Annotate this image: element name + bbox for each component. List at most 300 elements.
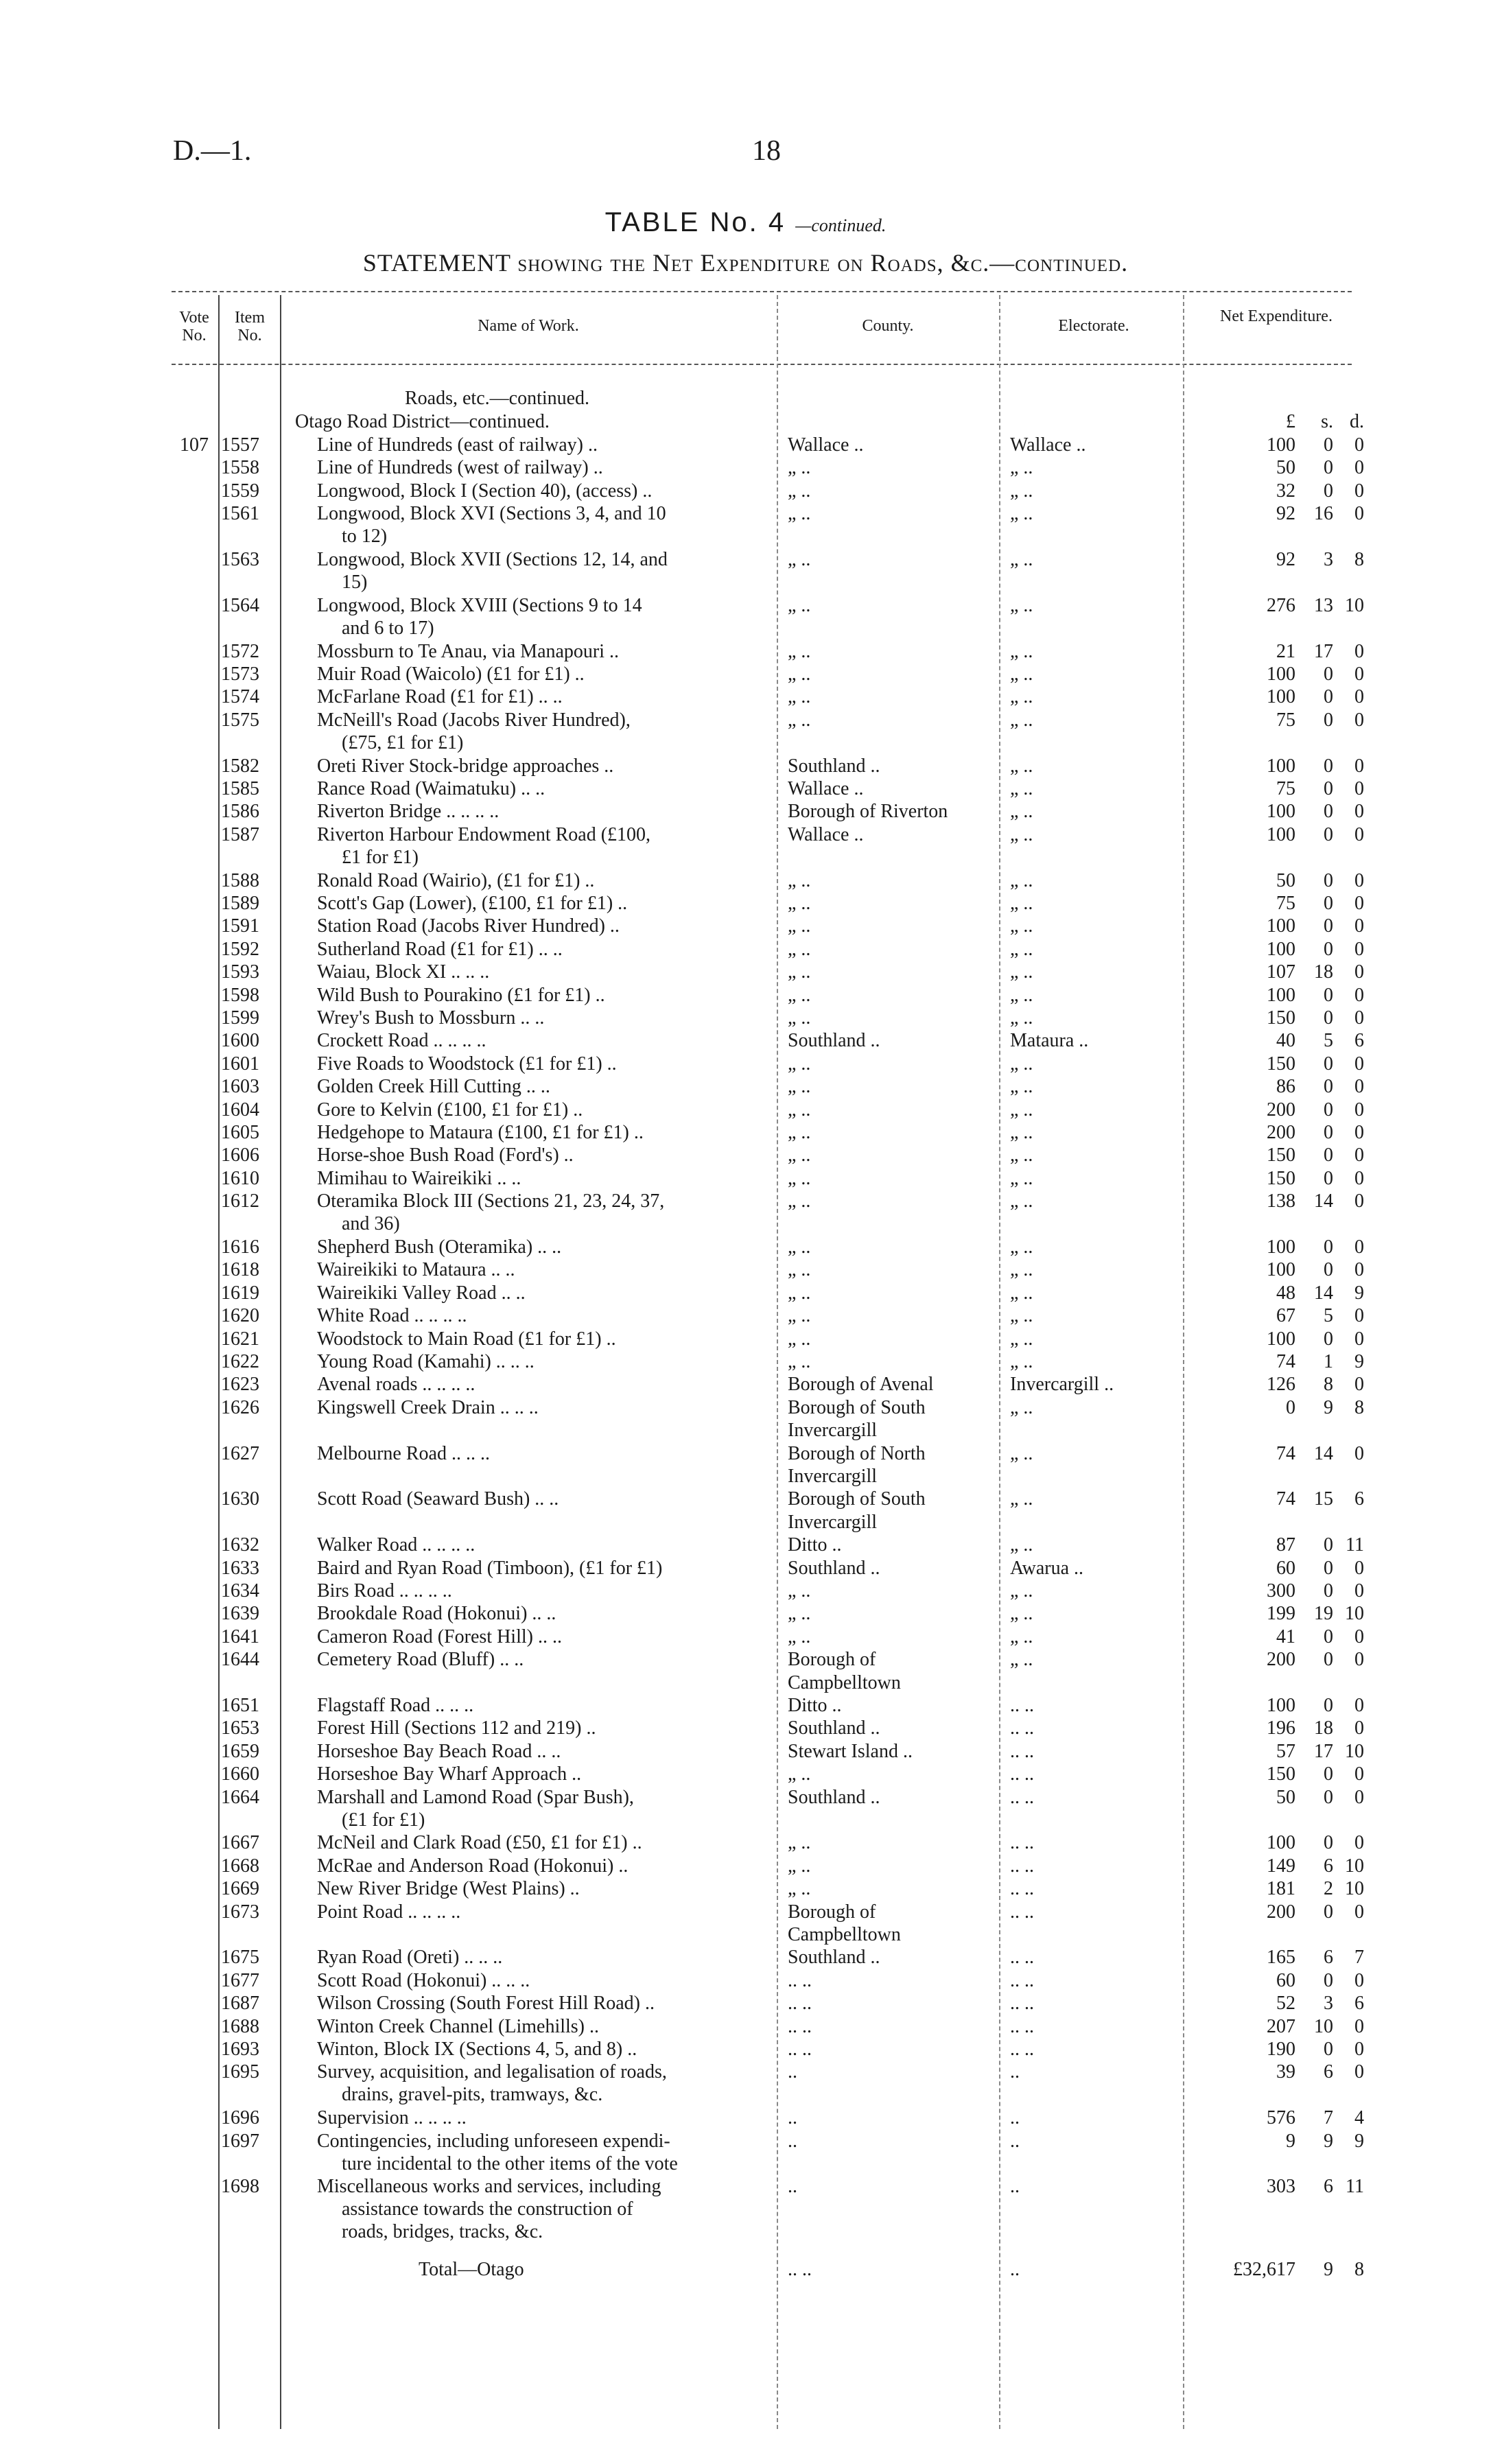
electorate-value: .. (1010, 2061, 1020, 2083)
work-name (317, 1901, 756, 1923)
electorate-value: „ .. (1010, 801, 1033, 823)
electorate-value: „ .. (1010, 457, 1033, 479)
electorate-value: „ .. (1010, 1099, 1033, 1120)
net-shillings: 0 (1324, 823, 1333, 845)
county-value: .. .. (788, 2039, 812, 2060)
net-pounds: 50 (1276, 1786, 1295, 1808)
item-number: 1601 (221, 1053, 259, 1075)
net-pounds: 150 (1267, 1763, 1295, 1785)
work-name-line: Horse-shoe Bush Road (Ford's) .. (317, 1145, 574, 1166)
county-value: „ .. (788, 1053, 811, 1075)
net-pounds: 74 (1276, 1351, 1295, 1372)
net-pounds: 75 (1276, 778, 1295, 799)
item-number: 1586 (221, 801, 259, 823)
net-pounds: 92 (1276, 549, 1295, 570)
work-name-line: to 12) (342, 526, 388, 548)
work-name (317, 915, 756, 937)
page-number: 18 (752, 135, 781, 167)
work-name-line: Rance Road (Waimatuku) .. .. (317, 778, 545, 799)
work-name-line: Survey, acquisition, and legalisation of roads, (317, 2061, 667, 2083)
electorate-value: „ .. (1010, 503, 1033, 525)
item-number: 1610 (221, 1167, 259, 1189)
electorate-value: .. (1010, 2176, 1020, 2198)
work-name (317, 685, 756, 708)
county-value: „ .. (788, 1351, 811, 1372)
county-value: „ .. (788, 709, 811, 731)
work-name-line: Ryan Road (Oreti) .. .. .. (317, 1947, 503, 1969)
item-number: 1593 (221, 961, 259, 983)
item-number: 1561 (221, 503, 259, 525)
work-name-line: Winton Creek Channel (Limehills) .. (317, 2015, 600, 2037)
electorate-value: „ .. (1010, 686, 1033, 708)
table-title (0, 207, 1491, 238)
net-shillings: 14 (1314, 1442, 1333, 1464)
electorate-value: „ .. (1010, 869, 1033, 891)
electorate-value: „ .. (1010, 1488, 1033, 1510)
net-pence: 0 (1354, 1626, 1364, 1647)
net-shillings: 0 (1324, 1649, 1333, 1671)
work-name-line: Supervision .. .. .. .. (317, 2107, 467, 2129)
work-name (317, 480, 756, 502)
work-name-line: 15) (342, 572, 368, 593)
electorate-value: .. .. (1010, 1695, 1034, 1716)
net-shillings: 0 (1324, 938, 1333, 960)
work-name-line: Golden Creek Hill Cutting .. .. (317, 1076, 550, 1098)
county-value: „ .. (788, 1855, 811, 1877)
work-name (317, 984, 756, 1007)
county-value: .. (788, 2176, 797, 2198)
net-pence: 0 (1354, 1649, 1364, 1671)
work-name (317, 1144, 756, 1166)
work-name-line: White Road .. .. .. .. (317, 1305, 467, 1327)
work-name (317, 1190, 756, 1235)
work-name (317, 2107, 756, 2129)
net-pence: 0 (1354, 915, 1364, 937)
work-name-line: Avenal roads .. .. .. .. (317, 1374, 476, 1396)
net-shillings: 0 (1324, 1626, 1333, 1647)
work-name-line: Line of Hundreds (east of railway) .. (317, 434, 598, 456)
net-shillings: 0 (1324, 686, 1333, 708)
work-name-line: Wild Bush to Pourakino (£1 for £1) .. (317, 984, 605, 1006)
electorate-value: „ .. (1010, 1167, 1033, 1189)
item-number: 1587 (221, 823, 259, 845)
net-pence: 11 (1346, 2176, 1364, 2198)
net-pence: 0 (1354, 1717, 1364, 1739)
county-value: „ .. (788, 1580, 811, 1601)
county-value: „ .. (788, 915, 811, 937)
electorate-value: „ .. (1010, 961, 1033, 983)
work-name-line: Longwood, Block I (Section 40), (access) .. (317, 480, 653, 502)
column-divider-name (777, 295, 778, 2429)
county-value: „ .. (788, 1122, 811, 1143)
net-pounds: 165 (1267, 1947, 1295, 1969)
electorate-value: „ .. (1010, 823, 1033, 845)
net-pounds: 207 (1267, 2015, 1295, 2037)
net-shillings: 0 (1324, 1236, 1333, 1258)
electorate-value: „ .. (1010, 1442, 1033, 1464)
net-pounds: 138 (1267, 1190, 1295, 1212)
item-number: 1558 (221, 457, 259, 479)
item-number: 1641 (221, 1626, 259, 1647)
net-pounds: 276 (1267, 594, 1295, 616)
net-pounds: 196 (1267, 1717, 1295, 1739)
net-pence: 8 (1354, 1396, 1364, 1418)
county-value: „ .. (788, 457, 811, 479)
county-value: .. (788, 2107, 797, 2129)
item-number: 1621 (221, 1328, 259, 1350)
work-name-line: Oteramika Block III (Sections 21, 23, 24, 37, (317, 1190, 665, 1212)
work-name (317, 1557, 756, 1580)
net-pounds: 75 (1276, 709, 1295, 731)
work-name-line: Birs Road .. .. .. .. (317, 1580, 452, 1601)
net-pounds: 100 (1267, 1832, 1295, 1854)
item-number: 1677 (221, 1969, 259, 1991)
net-shillings: 0 (1324, 2039, 1333, 2060)
work-name-line: Waiau, Block XI .. .. .. (317, 961, 490, 983)
net-shillings: 0 (1324, 1007, 1333, 1029)
section-roads: Roads, etc.—continued. (405, 388, 590, 409)
work-name-line: Point Road .. .. .. .. (317, 1901, 461, 1923)
net-pounds: 100 (1267, 434, 1295, 456)
net-pounds: 100 (1267, 686, 1295, 708)
work-name-line: Young Road (Kamahi) .. .. .. (317, 1351, 535, 1372)
item-number: 1589 (221, 893, 259, 914)
net-shillings: 9 (1324, 1396, 1333, 1418)
work-name (317, 1029, 756, 1052)
electorate-value: .. (1010, 2107, 1020, 2129)
net-pounds: 92 (1276, 503, 1295, 525)
work-name (317, 1396, 756, 1419)
net-shillings: 17 (1314, 1740, 1333, 1762)
header-electorate: Electorate. (1058, 317, 1129, 335)
item-number: 1604 (221, 1099, 259, 1120)
work-name-line: Longwood, Block XVIII (Sections 9 to 14 (317, 594, 642, 616)
county-value: „ .. (788, 664, 811, 685)
county-value: „ .. (788, 984, 811, 1006)
header-bottom-rule (172, 364, 1352, 365)
work-name-line: Baird and Ryan Road (Timboon), (£1 for £1) (317, 1557, 663, 1579)
work-name-line: Kingswell Creek Drain .. .. .. (317, 1396, 539, 1418)
work-name (317, 1328, 756, 1350)
work-name-line: Marshall and Lamond Road (Spar Bush), (317, 1786, 634, 1808)
net-pounds: 200 (1267, 1649, 1295, 1671)
item-number: 1675 (221, 1947, 259, 1969)
net-pounds: 150 (1267, 1007, 1295, 1029)
net-pence: 0 (1354, 801, 1364, 823)
net-shillings: 0 (1324, 1099, 1333, 1120)
electorate-value: „ .. (1010, 1259, 1033, 1281)
net-shillings: 6 (1324, 2176, 1333, 2198)
net-pounds: 199 (1267, 1603, 1295, 1625)
county-value: .. .. (788, 1993, 812, 2015)
county-value: Wallace .. (788, 823, 864, 845)
item-number: 1664 (221, 1786, 259, 1808)
net-shillings: 0 (1324, 1122, 1333, 1143)
item-number: 1620 (221, 1305, 259, 1327)
work-name (317, 1075, 756, 1098)
net-pounds: 190 (1267, 2039, 1295, 2060)
work-name-line: McRae and Anderson Road (Hokonui) .. (317, 1855, 629, 1877)
county-value: Borough of South Invercargill (788, 1396, 926, 1442)
electorate-value: „ .. (1010, 640, 1033, 662)
net-pounds: 150 (1267, 1145, 1295, 1166)
net-pence: 0 (1354, 1007, 1364, 1029)
electorate-value: „ .. (1010, 1626, 1033, 1647)
work-name-line: Line of Hundreds (west of railway) .. (317, 457, 603, 479)
net-pounds: 60 (1276, 1557, 1295, 1579)
electorate-value: „ .. (1010, 594, 1033, 616)
county-value: „ .. (788, 1167, 811, 1189)
work-name (317, 892, 756, 915)
net-shillings: 0 (1324, 1167, 1333, 1189)
net-shillings: 0 (1324, 1259, 1333, 1281)
item-number: 1592 (221, 938, 259, 960)
work-name (317, 800, 756, 823)
electorate-value: „ .. (1010, 984, 1033, 1006)
work-name-line: (£75, £1 for £1) (342, 731, 464, 753)
net-pence: 9 (1354, 1351, 1364, 1372)
net-pence: 0 (1354, 1557, 1364, 1579)
item-number: 1572 (221, 640, 259, 662)
electorate-value: .. .. (1010, 1855, 1034, 1877)
net-shillings: 19 (1314, 1603, 1333, 1625)
net-pence: 0 (1354, 1580, 1364, 1601)
electorate-value: Awarua .. (1010, 1557, 1084, 1579)
net-shillings: 6 (1324, 1947, 1333, 1969)
county-value: Wallace .. (788, 778, 864, 799)
net-pounds: 75 (1276, 893, 1295, 914)
work-name (317, 1855, 756, 1877)
work-name (317, 1740, 756, 1763)
net-shillings: 6 (1324, 1855, 1333, 1877)
work-name (317, 1831, 756, 1854)
net-pounds: 100 (1267, 1695, 1295, 1716)
net-pence: 0 (1354, 1374, 1364, 1396)
item-number: 1585 (221, 778, 259, 799)
net-shillings: 0 (1324, 480, 1333, 502)
net-pounds: 200 (1267, 1122, 1295, 1143)
county-value: „ .. (788, 961, 811, 983)
statement-heading (0, 248, 1491, 277)
net-pence: 0 (1354, 2039, 1364, 2060)
work-name-line: Contingencies, including unforeseen expendi- (317, 2130, 670, 2152)
net-shillings: 10 (1314, 2015, 1333, 2037)
item-number: 1563 (221, 549, 259, 570)
net-pounds: 100 (1267, 1236, 1295, 1258)
net-pounds: 100 (1267, 938, 1295, 960)
work-name (317, 2038, 756, 2061)
work-name-line: Station Road (Jacobs River Hundred) .. (317, 915, 620, 937)
work-name-line: McNeil and Clark Road (£50, £1 for £1) .. (317, 1832, 642, 1854)
net-shillings: 0 (1324, 1695, 1333, 1716)
work-name (317, 1969, 756, 1992)
net-pence: 0 (1354, 1786, 1364, 1808)
county-value: „ .. (788, 1145, 811, 1166)
net-shillings: 0 (1324, 915, 1333, 937)
item-number: 1667 (221, 1832, 259, 1854)
county-value: „ .. (788, 1076, 811, 1098)
work-name (317, 755, 756, 777)
work-name-line: Brookdale Road (Hokonui) .. .. (317, 1603, 556, 1625)
county-value: „ .. (788, 549, 811, 570)
item-number: 1632 (221, 1534, 259, 1556)
net-pounds: 9 (1286, 2130, 1295, 2152)
work-name-line: Scott's Gap (Lower), (£100, £1 for £1) .. (317, 893, 628, 914)
electorate-value: .. .. (1010, 1763, 1034, 1785)
work-name-line: Crockett Road .. .. .. .. (317, 1030, 486, 1052)
header-county: County. (862, 317, 914, 335)
work-name-line: Horseshoe Bay Wharf Approach .. (317, 1763, 582, 1785)
work-name-line: Wilson Crossing (South Forest Hill Road) .. (317, 1993, 655, 2015)
net-pence: 0 (1354, 869, 1364, 891)
county-value: „ .. (788, 1007, 811, 1029)
net-pounds: 149 (1267, 1855, 1295, 1877)
net-pence: 0 (1354, 2015, 1364, 2037)
work-name (317, 1304, 756, 1327)
net-pounds: 200 (1267, 1099, 1295, 1120)
header-net-expenditure: Net Expenditure. (1220, 307, 1332, 325)
page-reference: D.—1. (173, 135, 252, 167)
item-number: 1627 (221, 1442, 259, 1464)
county-value: „ .. (788, 1282, 811, 1304)
work-name-line: Gore to Kelvin (£100, £1 for £1) .. (317, 1099, 583, 1120)
header-top-rule (172, 291, 1352, 292)
net-pounds: 21 (1276, 640, 1295, 662)
column-divider-electorate (1183, 295, 1184, 2429)
county-value: „ .. (788, 1305, 811, 1327)
work-name (317, 1763, 756, 1785)
work-name-line: Melbourne Road .. .. .. (317, 1442, 490, 1464)
county-value: „ .. (788, 686, 811, 708)
net-pence: 0 (1354, 778, 1364, 799)
work-name (317, 709, 756, 754)
item-number: 1697 (221, 2130, 259, 2152)
work-name (317, 1007, 756, 1029)
statement-text: showing the Net Expenditure on Roads, &c.—continued. (517, 249, 1129, 277)
net-pounds: 0 (1286, 1396, 1295, 1418)
county-value: Ditto .. (788, 1534, 842, 1556)
net-pounds: 100 (1267, 823, 1295, 845)
item-number: 1695 (221, 2061, 259, 2083)
net-pounds: 60 (1276, 1969, 1295, 1991)
net-shillings: 18 (1314, 961, 1333, 983)
net-shillings: 0 (1324, 1557, 1333, 1579)
net-pence: 0 (1354, 1969, 1364, 1991)
county-value: Southland .. (788, 1947, 880, 1969)
work-name (317, 777, 756, 800)
net-shillings: 0 (1324, 1901, 1333, 1923)
total-shillings: 9 (1324, 2258, 1333, 2280)
county-value: „ .. (788, 594, 811, 616)
electorate-value: „ .. (1010, 549, 1033, 570)
electorate-value: „ .. (1010, 1305, 1033, 1327)
net-pence: 7 (1354, 1947, 1364, 1969)
net-shillings: 6 (1324, 2061, 1333, 2083)
net-shillings: 0 (1324, 1076, 1333, 1098)
work-name (317, 1350, 756, 1373)
item-number: 1619 (221, 1282, 259, 1304)
work-name (317, 2175, 756, 2243)
electorate-value: .. .. (1010, 1969, 1034, 1991)
net-shillings: 0 (1324, 1786, 1333, 1808)
item-number: 1653 (221, 1717, 259, 1739)
county-value: „ .. (788, 1099, 811, 1120)
electorate-value: „ .. (1010, 1649, 1033, 1671)
net-pounds: 150 (1267, 1053, 1295, 1075)
item-number: 1599 (221, 1007, 259, 1029)
work-name (317, 1488, 756, 1510)
item-number: 1606 (221, 1145, 259, 1166)
net-pence: 6 (1354, 1488, 1364, 1510)
county-value: „ .. (788, 480, 811, 502)
work-name-line: Miscellaneous works and services, including (317, 2176, 661, 2198)
work-name (317, 640, 756, 663)
item-number: 1668 (221, 1855, 259, 1877)
electorate-value: „ .. (1010, 1007, 1033, 1029)
item-number: 1626 (221, 1396, 259, 1418)
net-pence: 10 (1345, 1878, 1364, 1900)
work-name (317, 1877, 756, 1900)
electorate-value: .. .. (1010, 1717, 1034, 1739)
county-value: .. (788, 2061, 797, 2083)
work-name (317, 1626, 756, 1648)
item-number: 1651 (221, 1695, 259, 1716)
item-number: 1659 (221, 1740, 259, 1762)
net-pence: 0 (1354, 1145, 1364, 1166)
net-shillings: 0 (1324, 778, 1333, 799)
work-name-line: Riverton Harbour Endowment Road (£100, (317, 823, 651, 845)
net-shillings: 0 (1324, 1969, 1333, 1991)
work-name-line: New River Bridge (West Plains) .. (317, 1878, 580, 1900)
net-pounds: 57 (1276, 1740, 1295, 1762)
work-name (317, 456, 756, 479)
net-shillings: 0 (1324, 893, 1333, 914)
work-name (317, 1580, 756, 1602)
item-number: 1616 (221, 1236, 259, 1258)
net-pounds: 52 (1276, 1993, 1295, 2015)
work-name-line: Waireikiki to Mataura .. .. (317, 1259, 515, 1281)
electorate-value: „ .. (1010, 1328, 1033, 1350)
county-value: Ditto .. (788, 1695, 842, 1716)
work-name (317, 1694, 756, 1717)
work-name-line: assistance towards the construction of (342, 2198, 633, 2220)
electorate-value: Invercargill .. (1010, 1374, 1114, 1396)
net-shillings: 9 (1324, 2130, 1333, 2152)
work-name-line: Ronald Road (Wairio), (£1 for £1) .. (317, 869, 595, 891)
county-value: Borough of Riverton (788, 801, 948, 823)
work-name-line: Horseshoe Bay Beach Road .. .. (317, 1740, 561, 1762)
work-name (317, 1946, 756, 1969)
electorate-value: .. .. (1010, 1878, 1034, 1900)
net-pounds: 200 (1267, 1901, 1295, 1923)
work-name (317, 594, 756, 640)
net-shillings: 8 (1324, 1374, 1333, 1396)
net-pounds: 86 (1276, 1076, 1295, 1098)
net-pounds: 576 (1267, 2107, 1295, 2129)
column-divider-county (999, 295, 1000, 2429)
net-pence: 10 (1345, 1740, 1364, 1762)
work-name-line: Waireikiki Valley Road .. .. (317, 1282, 526, 1304)
county-value: „ .. (788, 1190, 811, 1212)
net-pence: 0 (1354, 1076, 1364, 1098)
electorate-value: „ .. (1010, 938, 1033, 960)
net-pounds: 100 (1267, 1328, 1295, 1350)
net-shillings: 16 (1314, 503, 1333, 525)
net-shillings: 0 (1324, 1580, 1333, 1601)
section-district: Otago Road District—continued. (295, 411, 550, 432)
county-value: Southland .. (788, 1786, 880, 1808)
electorate-value: „ .. (1010, 1396, 1033, 1418)
